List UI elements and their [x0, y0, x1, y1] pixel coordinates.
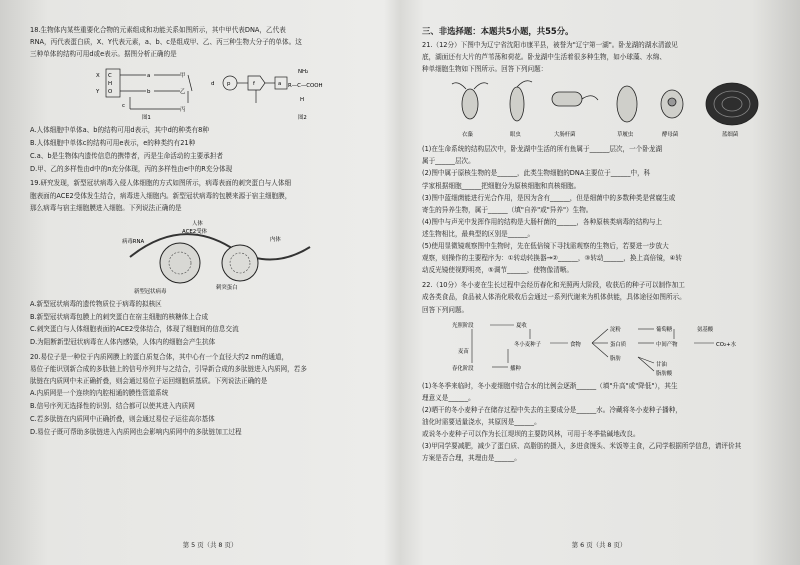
label-d: d: [211, 81, 215, 88]
label-a: a: [147, 73, 151, 80]
cell-membrane: [130, 234, 310, 259]
diagram-node: 甘油: [656, 361, 667, 368]
q21-subquestion: 述生物相比，最典型的区别是______。: [422, 229, 535, 238]
q20-option-c: C.若多肽链在内质网中正确折叠，则会通过易位子运往高尔基体: [30, 414, 215, 423]
q19-option-b: B.新型冠状病毒包膜上的刺突蛋白在宿主细胞的核糖体上合成: [30, 312, 209, 321]
diagram-node: 脂肪酸: [656, 370, 673, 377]
formula-mid: R—C—COOH: [288, 83, 323, 90]
q18-stem-line: 三种单体的结构可用d或e表示。据图分析正确的是: [30, 50, 177, 59]
chlamydomonas-drawing: [462, 89, 478, 119]
label-h: H: [108, 81, 113, 88]
diagram-node: 光照阶段: [452, 322, 474, 329]
diagram-node: 葡萄糖: [656, 326, 673, 333]
ecoli-drawing: [552, 92, 582, 106]
label-endosome: 内体: [270, 236, 281, 243]
diagram-node: CO₂+水: [716, 341, 737, 348]
q21-subquestion: 寄生的异养生物，属于______（填"自养"或"异养"）生物。: [422, 205, 593, 214]
q22-subquestion: 方案是否合理，其理由是______。: [422, 454, 521, 463]
q20-option-d: D.易位子既可帮助多肽链进入内质网也会影响内质网中的多肽链加工过程: [30, 427, 242, 436]
q22-diagram: [422, 319, 776, 377]
formula-top: NH₂: [298, 69, 309, 76]
q22-subquestion: (1)冬冬季来临时，冬小麦细胞中结合水的比例会逐渐______（填"升高"或"降低"），其生: [422, 381, 678, 390]
q19-figure: [30, 217, 390, 295]
label-bing: 丙: [180, 107, 186, 114]
q20-option-a: A.内质网是一个连续的内腔相通的膜性管道系统: [30, 389, 169, 398]
right-page: [422, 24, 776, 555]
q21-subquestion: (5)使用显微镜观察图中生物时，先在低倍镜下寻找需观察的生物后，若要进一步放大: [422, 242, 669, 251]
section-title: 三、非选择题：本题共5小题，共55分。: [422, 26, 574, 36]
q18-option-d: D.甲、乙的多样性由d中的n充分体现，丙的多样性由e中的R充分体现: [30, 164, 233, 173]
label-o: O: [108, 89, 113, 96]
q21-stem-line: 底，湖面还有大片的芦苇荡和荷花。卧龙湖中生活着很多种生物，如小球藻、水绵、: [422, 53, 666, 62]
question-21: [422, 39, 776, 276]
label-x: X: [96, 73, 100, 80]
label-f: f: [253, 81, 255, 88]
label-p: p: [227, 81, 231, 88]
right-page-footer: 第 6 页（共 8 页）: [571, 541, 627, 549]
q19-option-c: C.刺突蛋白与人体细胞表面的ACE2受体结合，体现了细胞间的信息交流: [30, 325, 239, 334]
q22-stem-line: 回答下列问题。: [422, 305, 469, 314]
q22-stem-line: 成各类食品，食品被人体消化吸收后会通过一系列代谢来为机体供能，具体途径如图所示。: [422, 293, 686, 302]
q21-stem-line: 种单细胞生物如下图所示。回答下列问题：: [422, 65, 548, 74]
q20-stem-line: 肽链在内质网中未正确折叠，则会通过易位子运回细胞质基质。下列说法正确的是: [30, 377, 268, 386]
diagram-node: 食物: [570, 341, 581, 348]
q21-subquestion: 学家根据细胞______把细胞分为原核细胞和真核细胞。: [422, 181, 581, 190]
organism-label: 衣藻: [462, 132, 473, 139]
diagram-node: 淀粉: [610, 326, 621, 333]
question-18: [30, 24, 390, 175]
fig2-caption: 图2: [298, 115, 307, 122]
q21-subquestion: (1)在生命系统的结构层次中，卧龙湖中生活的所有鱼属于______层次，一个卧龙湖: [422, 145, 663, 154]
label-y: Y: [96, 89, 100, 96]
label-human-cell: 人体: [192, 220, 203, 227]
question-19: [30, 177, 390, 348]
q20-stem-line: 20.易位子是一种位于内质网膜上的蛋白质复合体，其中心有一个直径大约2 nm的通道，: [30, 352, 289, 361]
label-b: b: [147, 89, 151, 96]
q21-stem-line: 21.（12分）下图中为辽宁省沈阳市康平县，被誉为"辽宁第一湖"。卧龙湖的湖水清澈见: [422, 41, 678, 49]
q22-subquestion: 理意义是______。: [422, 393, 475, 402]
diagram-node: 夏收: [516, 322, 527, 329]
q20-option-b: B.信号序列无选择性的识别、结合都可以使其进入内质网: [30, 402, 195, 411]
q22-subquestion: (3)甲同学要减肥，减少了蛋白质、高脂肪的摄入，多进食馒头、米饭等主食，乙同学根据所学信息，请评价其: [422, 442, 742, 451]
q19-stem-line: 那么病毒与宿主细胞膜进入细胞。下列说法正确的是: [30, 203, 182, 212]
q18-option-b: B.人体细胞中单体c的结构可用e表示，e的种类约有21种: [30, 139, 196, 148]
q18-option-a: A.人体细胞中单体a、b的结构可用d表示，其中d的种类有8种: [30, 126, 209, 135]
q21-subquestion: (4)图中与声光中发挥作用的结构是大肠杆菌的______，各种原核类病毒的结构与上: [422, 217, 663, 226]
label-ace2: ACE2受体: [182, 228, 207, 235]
question-20: [30, 351, 390, 438]
label-spike: 刺突蛋白: [216, 284, 238, 291]
q22-subquestion: 或说冬小麦种子可以作为长江堤坝的主要防风林，可用于冬季盐碱地改良。: [422, 429, 640, 438]
organism-label: 大肠杆菌: [554, 132, 576, 139]
diagram-node: 蛋白质: [610, 341, 627, 348]
label-fig-a: a: [278, 81, 282, 88]
q18-stem-line: RNA，丙代表蛋白质，X、Y代表元素，a、b、c是组成甲、乙、丙三种生物大分子的单体。这: [30, 38, 302, 47]
diagram-node: 春化阶段: [452, 365, 474, 372]
q18-figures: [30, 63, 390, 121]
question-22: [422, 279, 776, 464]
label-c: C: [108, 73, 112, 80]
q18-figure-1: [80, 63, 340, 121]
q19-option-a: A.新型冠状病毒的遗传物质位于病毒的拟核区: [30, 299, 162, 308]
q21-subquestion: (2)图中属于原核生物的是______，此类生物细胞的DNA主要位于______中，科: [422, 169, 651, 178]
q19-option-d: D.为阻断新型冠状病毒在人体内感染，人体内的细胞会产生抗体: [30, 338, 216, 347]
q22-stem-line: 22.（10分）冬小麦在生长过程中会经历春化和光照两大阶段，收获后的种子可以制作加工: [422, 281, 685, 290]
diagram-node: 脂肪: [610, 355, 621, 362]
diagram-node: 麦苗: [458, 348, 469, 355]
q21-subquestion: 动反光镜使视野明亮，⑤调节______，使物像清晰。: [422, 266, 573, 275]
organism-label: 酵母菌: [662, 132, 679, 139]
label-c-small: c: [122, 103, 125, 110]
diagram-node: 冬小麦种子: [514, 341, 541, 348]
formula-bot: H: [300, 97, 305, 104]
q18-stem-line: 18.生物体内某些重要化合物的元素组成和功能关系如图所示，其中甲代表DNA，乙代表: [30, 26, 286, 34]
sugar-pentagon: [248, 76, 265, 90]
diagram-node: 播种: [510, 365, 521, 372]
q19-stem-line: 19.研究发现，新型冠状病毒入侵人体细胞的方式如图所示，病毒表面的刺突蛋白与人体细: [30, 179, 292, 188]
diagram-node: 中间产物: [656, 341, 678, 348]
wheat-metabolism-diagram: [452, 319, 752, 377]
organism-label: 眼虫: [510, 132, 521, 139]
organism-illustrations: [422, 78, 776, 140]
q21-subquestion: 属于______层次。: [422, 157, 475, 166]
organism-label: 蓝细菌: [722, 132, 739, 139]
label-rna: 病毒RNA: [122, 238, 145, 245]
virus-entry-diagram: [120, 217, 320, 295]
q19-stem-line: 胞表面的ACE2受体发生结合，病毒进入细胞内。新型冠状病毒的包膜来源于宿主细胞膜，: [30, 191, 292, 200]
organism-label: 草履虫: [617, 132, 634, 139]
q22-subquestion: 油化时需要适量浇水，其原因是______。: [422, 417, 541, 426]
fig1-caption: 图1: [142, 115, 151, 122]
diagram-node: 氨基酸: [697, 326, 714, 333]
label-jia: 甲: [180, 73, 186, 80]
q21-subquestion: (3)图中蓝细菌能进行光合作用，是因为含有______，但是细菌中的多数种类是营腐生或: [422, 193, 676, 202]
label-virus: 新型冠状病毒: [134, 288, 167, 295]
endosome: [222, 245, 258, 281]
virus-particle: [160, 243, 200, 283]
left-page-footer: 第 5 页（共 8 页）: [182, 541, 238, 549]
q22-subquestion: (2)晒干的冬小麦种子在储存过程中失去的主要成分是______水。冷藏将冬小麦种子播种，: [422, 405, 682, 414]
q18-option-c: C.a、b是生物体内遗传信息的携带者，丙是生命活动的主要承担者: [30, 151, 223, 160]
paramecium-drawing: [617, 86, 637, 122]
organism-figures: [422, 78, 776, 140]
q20-stem-line: 易位子能识别新合成的多肽链上的信号序列并与之结合，引导新合成的多肽链进入内质网，若多: [30, 365, 307, 374]
euglena-drawing: [510, 87, 524, 121]
q21-subquestion: 观察，则操作的主要程序为：①转动转换器→②______，③转动______，换上高倍镜，④转: [422, 254, 682, 263]
label-yi: 乙: [180, 89, 186, 96]
left-page: [30, 24, 390, 555]
